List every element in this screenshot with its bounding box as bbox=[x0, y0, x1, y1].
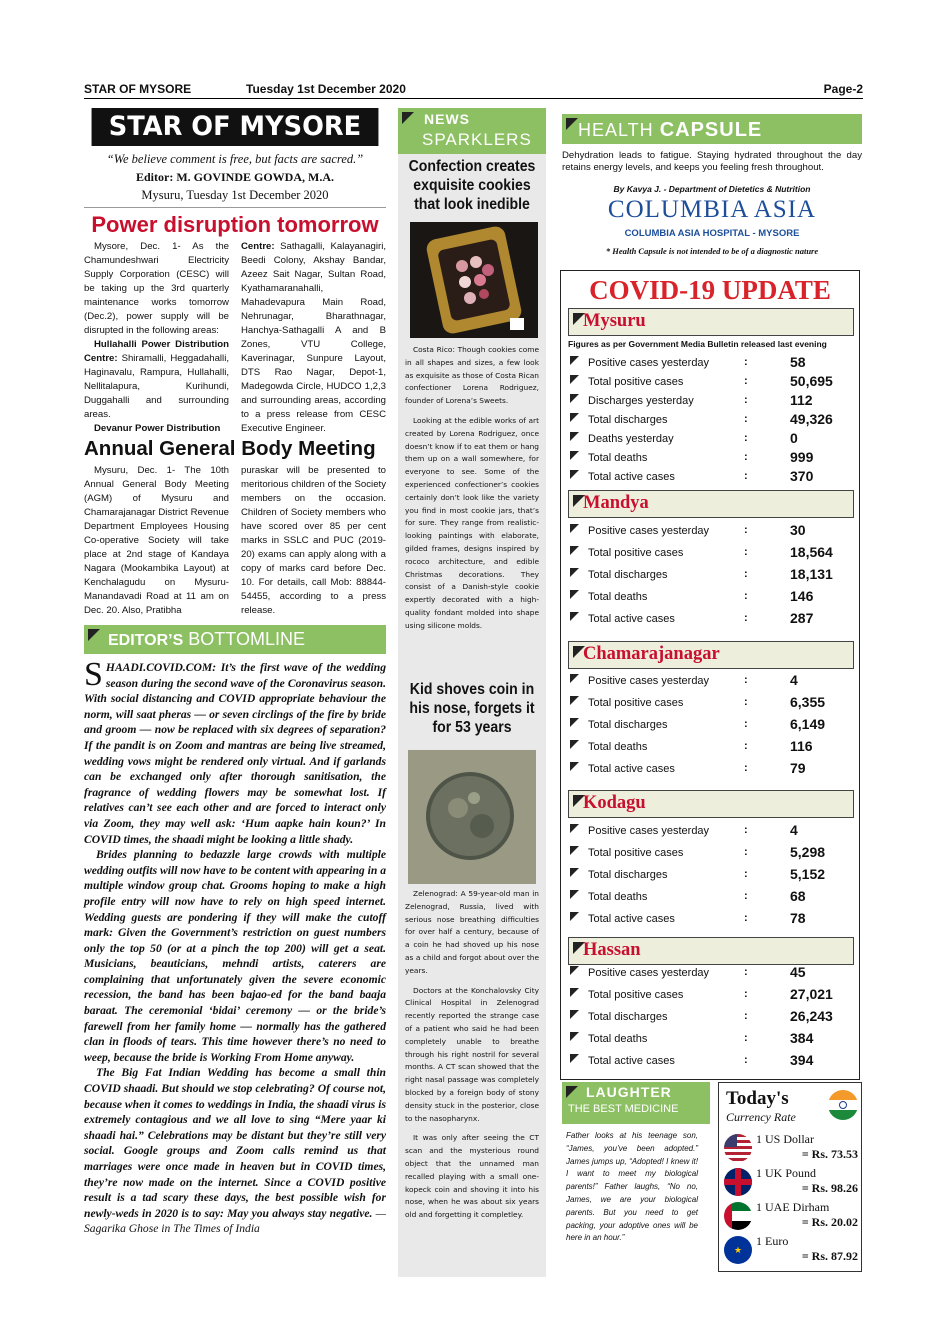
stat-label: Total active cases bbox=[588, 913, 675, 925]
coin-image-icon bbox=[408, 750, 536, 884]
covid-stat-row bbox=[570, 523, 856, 541]
arrow-icon bbox=[570, 762, 579, 771]
masthead-title: STAR OF MYSORE bbox=[92, 108, 379, 146]
currency-name: 1 UK Pound bbox=[756, 1166, 817, 1180]
stat-colon: : bbox=[744, 470, 748, 482]
covid-stat-row bbox=[570, 374, 856, 392]
stat-colon: : bbox=[744, 1054, 748, 1066]
stat-value: 384 bbox=[790, 1030, 814, 1046]
stat-label: Total deaths bbox=[588, 591, 648, 603]
news-label-a: NEWS bbox=[424, 111, 470, 127]
stat-colon: : bbox=[744, 718, 748, 730]
covid-stat-row bbox=[570, 965, 856, 983]
covid-stat-row bbox=[570, 761, 856, 779]
currency-row bbox=[724, 1202, 860, 1236]
arrow-icon bbox=[570, 546, 579, 555]
arrow-icon bbox=[570, 912, 579, 921]
health-label-a: HEALTH bbox=[578, 120, 660, 140]
arrow-icon bbox=[570, 524, 579, 533]
stat-colon: : bbox=[744, 988, 748, 1000]
power-intro: Mysore, Dec. 1- As the Chamundeshwari Electricity Supply Corporation (CESC) will be taking up the 3rd quarterly maintenance works tomorrow (Dec.2), power supply will be disrupted in the following areas: bbox=[84, 241, 229, 336]
covid-stat-row bbox=[570, 545, 856, 563]
arrow-icon bbox=[570, 568, 579, 577]
coin-photo bbox=[408, 750, 536, 884]
stat-label: Total discharges bbox=[588, 414, 668, 426]
stat-label: Total positive cases bbox=[588, 697, 684, 709]
stat-label: Positive cases yesterday bbox=[588, 825, 710, 837]
arrow-icon bbox=[570, 590, 579, 599]
stat-value: 6,149 bbox=[790, 716, 826, 732]
stat-value: 68 bbox=[790, 888, 806, 904]
arrow-icon bbox=[570, 1054, 579, 1063]
stat-colon: : bbox=[744, 375, 748, 387]
stat-colon: : bbox=[744, 590, 748, 602]
stat-colon: : bbox=[744, 846, 748, 858]
currency-subtitle: Currency Rate bbox=[726, 1110, 796, 1124]
issue-date: Tuesday 1st December 2020 bbox=[246, 82, 406, 96]
health-label-b: CAPSULE bbox=[659, 119, 763, 141]
covid-stat-row bbox=[570, 1009, 856, 1027]
bottomline-p1: HAADI.COVID.COM: It’s the first wave of the wedding season during the second wave of the Coronavirus season. With social distancing and COVID appropriate behaviour the norm, will saat pheras — or seven circlings of the fire by bride and groom — now be replaced with six degrees of separation? If the pandit is on Zoom and mantras are being live streamed, wedding vows might be rendered only virtual. And if garlands can be exchanged only after thorough sanitisation, the fragrance of wedding flowers may be somewhat lost. If relatives can’t see each other and are forced to interact only via Zoom, they may well ask: ‘Hum aapke hain koun?’ In COVID times, the shaadi might be looking a little shady. bbox=[84, 661, 386, 846]
laughter-text: Father looks at his teenage son, “James, you’ve been adopted.” James jumps up, “Adopted! I knew it! I want to meet my biological parents!” Father laughs, “No no, James, we are your biological parents. But you need to get packing, your adoptive ones will be here in an hour.” bbox=[566, 1131, 698, 1243]
news-text-2c: It was only after seeing the CT scan and the mysterious round object that the unnamed man recalled playing with a small one-kopeck coin and shoving it into his nose, when he was about six years old and forgetting it completley. bbox=[405, 1133, 539, 1220]
stat-value: 5,298 bbox=[790, 844, 826, 860]
stat-colon: : bbox=[744, 696, 748, 708]
covid-stat-row bbox=[570, 589, 856, 607]
india-flag-icon bbox=[828, 1090, 858, 1120]
arrow-icon bbox=[570, 451, 579, 460]
bottomline-p3: The Big Fat Indian Wedding has become a small thin COVID shaadi. But should we stop celebrating? Of course not, because when it comes to weddings in India, the shaadi virus is extremely contagious and we all love to sing “Mere yaar ki shaadi hai.” Celebrations may be distant but they’re still very social. Google groups and Zoom calls remind us that marriages were once made in heaven but in COVID times, they’re now made on the internet. Since a COVID positive result is a tad scary these days, the best possible wish for newly-weds in 2020 is to say: May you always stay negative. bbox=[84, 1066, 386, 1220]
arrow-icon bbox=[570, 432, 579, 441]
stat-label: Total discharges bbox=[588, 569, 668, 581]
stat-value: 26,243 bbox=[790, 1008, 833, 1024]
health-text: Dehydration leads to fatigue. Staying hydrated throughout the day retains energy levels, and keeps you feeling fresh throughout. bbox=[562, 150, 862, 173]
stat-colon: : bbox=[744, 868, 748, 880]
stat-value: 6,355 bbox=[790, 694, 826, 710]
stat-label: Total positive cases bbox=[588, 847, 684, 859]
news-sparklers-banner bbox=[398, 108, 546, 154]
news-text-2 bbox=[405, 888, 539, 1229]
stat-value: 0 bbox=[790, 430, 798, 446]
bottomline-label-bold: EDITOR’S bbox=[108, 632, 184, 649]
stat-label: Positive cases yesterday bbox=[588, 357, 710, 369]
eu-flag-icon: ★ bbox=[724, 1236, 752, 1264]
laughter-label-a: LAUGHTER bbox=[586, 1084, 672, 1100]
stat-colon: : bbox=[744, 524, 748, 536]
stat-colon: : bbox=[744, 912, 748, 924]
power-right-lead: Centre: bbox=[241, 241, 275, 252]
stat-value: 50,695 bbox=[790, 373, 833, 389]
dropcap: S bbox=[84, 656, 103, 693]
arrow-icon bbox=[570, 1010, 579, 1019]
stat-value: 79 bbox=[790, 760, 806, 776]
covid-stat-row bbox=[570, 412, 856, 430]
covid-stat-row bbox=[570, 911, 856, 929]
stat-label: Total discharges bbox=[588, 719, 668, 731]
arrow-icon bbox=[570, 718, 579, 727]
covid-stat-row bbox=[570, 450, 856, 468]
cookie-photo bbox=[410, 222, 538, 338]
columbia-asia-subtitle: COLUMBIA ASIA HOSPITAL - MYSORE bbox=[624, 228, 800, 239]
covid-stat-row bbox=[570, 889, 856, 907]
news-text-2a: Zelenograd: A 59-year-old man in Zelenograd, Russia, lived with serious nose breathing difficulties for over half a century, because of a coin he had shoved up his nose as a child and forgot about over the years. bbox=[405, 889, 539, 975]
currency-rate: = Rs. 73.53 bbox=[801, 1147, 858, 1161]
currency-row bbox=[724, 1134, 860, 1168]
power-sub2: Devanur Power Distribution bbox=[94, 423, 221, 434]
arrow-icon bbox=[570, 413, 579, 422]
covid-stat-row bbox=[570, 987, 856, 1005]
news-label-b: SPARKLERS bbox=[422, 130, 532, 149]
agm-headline: Annual General Body Meeting bbox=[84, 437, 376, 460]
news-text-1a: Costa Rico: Though cookies come in all shapes and sizes, a few look as exquisite as those of Costa Rican confectioner Lorena Rodriguez, founder of Lorena’s Sweets. bbox=[405, 345, 539, 406]
stat-label: Discharges yesterday bbox=[588, 395, 694, 407]
health-byline: By Kavya J. - Department of Dietetics & Nutrition bbox=[613, 184, 811, 194]
stat-value: 287 bbox=[790, 610, 814, 626]
covid-stat-row bbox=[570, 393, 856, 411]
stat-colon: : bbox=[744, 966, 748, 978]
stat-label: Total discharges bbox=[588, 869, 668, 881]
arrow-icon bbox=[570, 696, 579, 705]
stat-value: 394 bbox=[790, 1052, 814, 1068]
district-header bbox=[568, 937, 854, 965]
stat-colon: : bbox=[744, 740, 748, 752]
health-disclaimer: * Health Capsule is not intended to be of a diagnostic nature bbox=[605, 246, 819, 256]
banner-corner-icon bbox=[566, 1086, 578, 1098]
stat-label: Total active cases bbox=[588, 613, 675, 625]
covid-title: COVID-19 UPDATE bbox=[589, 275, 831, 305]
stat-value: 58 bbox=[790, 354, 806, 370]
power-headline: Power disruption tomorrow bbox=[91, 212, 379, 237]
covid-stat-row bbox=[570, 823, 856, 841]
district-header bbox=[568, 490, 854, 518]
district-header bbox=[568, 641, 854, 669]
stat-label: Positive cases yesterday bbox=[588, 525, 710, 537]
uae-flag-icon bbox=[724, 1202, 752, 1230]
bottomline-credit: — Sagarika Ghose in The Times of India bbox=[84, 1206, 386, 1236]
covid-stat-row bbox=[570, 469, 856, 487]
covid-stat-row bbox=[570, 717, 856, 735]
stat-label: Total deaths bbox=[588, 891, 648, 903]
arrow-icon bbox=[570, 966, 579, 975]
masthead-quote: “We believe comment is free, but facts are sacred.” bbox=[106, 152, 364, 166]
stat-value: 45 bbox=[790, 964, 806, 980]
stat-colon: : bbox=[744, 762, 748, 774]
stat-colon: : bbox=[744, 432, 748, 444]
covid-stat-row bbox=[570, 1053, 856, 1071]
stat-colon: : bbox=[744, 451, 748, 463]
banner-corner-icon bbox=[402, 112, 414, 124]
paper-name: STAR OF MYSORE bbox=[84, 82, 192, 96]
arrow-icon bbox=[570, 612, 579, 621]
arrow-icon bbox=[570, 890, 579, 899]
currency-row bbox=[724, 1168, 860, 1202]
covid-stat-row bbox=[570, 845, 856, 863]
stat-value: 4 bbox=[790, 822, 798, 838]
stat-label: Total positive cases bbox=[588, 989, 684, 1001]
arrow-icon bbox=[570, 470, 579, 479]
district-name: Hassan bbox=[583, 940, 641, 960]
banner-corner-icon bbox=[566, 118, 578, 130]
stat-colon: : bbox=[744, 674, 748, 686]
stat-colon: : bbox=[744, 612, 748, 624]
stat-label: Total positive cases bbox=[588, 547, 684, 559]
us-flag-icon bbox=[724, 1134, 752, 1162]
currency-title: Today's bbox=[726, 1088, 789, 1109]
covid-stat-row bbox=[570, 431, 856, 449]
arrow-icon bbox=[570, 740, 579, 749]
stat-colon: : bbox=[744, 413, 748, 425]
stat-value: 112 bbox=[790, 392, 813, 408]
arrow-icon bbox=[570, 868, 579, 877]
bottomline-text bbox=[84, 656, 386, 1237]
arrow-icon bbox=[570, 824, 579, 833]
stat-value: 146 bbox=[790, 588, 814, 604]
covid-stat-row bbox=[570, 355, 856, 373]
covid-stat-row bbox=[570, 867, 856, 885]
laughter-label-b: THE BEST MEDICINE bbox=[568, 1103, 679, 1115]
stat-label: Total positive cases bbox=[588, 376, 684, 388]
stat-colon: : bbox=[744, 1032, 748, 1044]
bottomline-label: BOTTOMLINE bbox=[183, 629, 305, 649]
stat-colon: : bbox=[744, 394, 748, 406]
power-col-right bbox=[241, 240, 386, 436]
cookie-image-icon bbox=[410, 222, 538, 338]
stat-label: Total active cases bbox=[588, 1055, 675, 1067]
power-col-left bbox=[84, 240, 229, 436]
news-headline-2: Kid shoves coin in his nose, forgets it for 53 years bbox=[409, 681, 535, 736]
currency-row bbox=[724, 1236, 860, 1270]
uk-flag-icon bbox=[724, 1168, 752, 1196]
district-name: Mysuru bbox=[583, 311, 646, 331]
power-sub1-text: Shiramalli, Heggadahalli, Haginavalu, Rampura, Hullahalli, Nellitalapura, Kurihundi, Duggahalli and surrounding areas. bbox=[84, 353, 229, 420]
stat-label: Total deaths bbox=[588, 1033, 648, 1045]
bottomline-banner bbox=[84, 625, 386, 654]
health-capsule-banner bbox=[562, 114, 862, 144]
covid-stat-row bbox=[570, 695, 856, 713]
stat-colon: : bbox=[744, 1010, 748, 1022]
stat-value: 18,564 bbox=[790, 544, 833, 560]
covid-stat-row bbox=[570, 673, 856, 691]
stat-value: 999 bbox=[790, 449, 814, 465]
page-number: Page-2 bbox=[823, 82, 863, 96]
stat-label: Total deaths bbox=[588, 741, 648, 753]
arrow-icon bbox=[570, 375, 579, 384]
district-header bbox=[568, 308, 854, 336]
masthead-dateline: Mysuru, Tuesday 1st December 2020 bbox=[84, 188, 386, 208]
arrow-icon bbox=[570, 846, 579, 855]
stat-label: Total discharges bbox=[588, 1011, 668, 1023]
news-text-2b: Doctors at the Konchalovsky City Clinical Hospital in Zelenograd recently reported the strange case of a patient who said he had been completely unable to breathe through his right nostril for several months. A CT scan showed that the right nasal passage was completely blocked by a foreign body of stony density stuck in the posterior, close to the nasopharynx. bbox=[405, 985, 539, 1123]
covid-stat-row bbox=[570, 1031, 856, 1049]
stat-label: Positive cases yesterday bbox=[588, 675, 710, 687]
masthead-editor: Editor: M. GOVINDE GOWDA, M.A. bbox=[136, 170, 334, 184]
page-header bbox=[84, 80, 863, 99]
laughter-banner bbox=[562, 1082, 710, 1124]
arrow-icon bbox=[570, 988, 579, 997]
covid-note: Figures as per Government Media Bulletin released last evening bbox=[568, 339, 827, 349]
covid-stat-row bbox=[570, 611, 856, 629]
power-right-text: Sathagalli, Kalayanagiri, Beedi Colony, Akshay Bandar, Azeez Sait Nagar, Sultan Road, Kyathamaranahalli, Mahadevapura Main Road, Nehrunagar, Bharathnagar, Hanchya-Sathagalli A and B Zones, VTU College, Kaverinagar, Sunpure Layout, DTS Rao Nagar, Depot-1, Madegowda Circle, HUDCO 1,2,3 and surrounding areas, according to a press release from CESC Executive Engineer. bbox=[241, 241, 386, 434]
covid-stat-row bbox=[570, 739, 856, 757]
stat-colon: : bbox=[744, 890, 748, 902]
stat-value: 30 bbox=[790, 522, 806, 538]
stat-value: 370 bbox=[790, 468, 814, 484]
stat-value: 27,021 bbox=[790, 986, 833, 1002]
stat-colon: : bbox=[744, 824, 748, 836]
currency-rate: = Rs. 98.26 bbox=[801, 1181, 858, 1195]
stat-value: 4 bbox=[790, 672, 798, 688]
agm-col-right: puraskar will be presented to meritorious children of the Society members on the occasion. Children of Society members who have scored over 85 per cent marks in SSLC and PUC (2019-20) exams can apply along with a copy of marks card before Dec. 10. For details, call Mob: 88844-54455, according to a press release. bbox=[241, 465, 386, 616]
stat-value: 116 bbox=[790, 738, 813, 754]
stat-label: Total active cases bbox=[588, 763, 675, 775]
district-name: Chamarajanagar bbox=[583, 644, 720, 664]
currency-rate: = Rs. 20.02 bbox=[801, 1215, 858, 1229]
stat-value: 49,326 bbox=[790, 411, 833, 427]
stat-label: Total deaths bbox=[588, 452, 648, 464]
stat-colon: : bbox=[744, 568, 748, 580]
arrow-icon bbox=[570, 394, 579, 403]
currency-name: 1 Euro bbox=[756, 1234, 789, 1248]
agm-col-left: Mysuru, Dec. 1- The 10th Annual General Body Meeting (AGM) of Mysuru and Chamarajanagar District Revenue Department Employees Housing Co-operative Society will take place at 2nd stage of Kandaya Nagara (Mookambika Layout) at Kenchalagudu on Mysuru-Manandavadi Road at 11 am on Dec. 20. Also, Pratibha bbox=[84, 465, 229, 616]
news-text-1b: Looking at the edible works of art created by Lorena Rodriguez, once doesn’t know if to eat them or hang them up on a wall somewhere, for everyone to see. Some of the experienced confectioner’s cookies certainly don’t look like the variety you find in most cookie jars, that’s for sure. They range from realistic-looking paintings with elaborate, gilded frames, designs inspired by rococo architecture, and edible Christmas decorations. They consist of a Danish-style cookie expertly decorated with a high-quality fondant molded into shape using silicone molds. bbox=[405, 415, 539, 630]
stat-colon: : bbox=[744, 356, 748, 368]
district-name: Kodagu bbox=[583, 793, 646, 813]
stat-value: 5,152 bbox=[790, 866, 826, 882]
news-text-1 bbox=[405, 344, 539, 640]
arrow-icon bbox=[570, 356, 579, 365]
stat-value: 78 bbox=[790, 910, 806, 926]
stat-colon: : bbox=[744, 546, 748, 558]
currency-name: 1 UAE Dirham bbox=[756, 1200, 830, 1214]
columbia-asia-logo: COLUMBIA ASIA bbox=[607, 196, 817, 223]
news-headline-1: Confection creates exquisite cookies that look inedible bbox=[408, 158, 536, 213]
arrow-icon bbox=[570, 1032, 579, 1041]
covid-stat-row bbox=[570, 567, 856, 585]
arrow-icon bbox=[570, 674, 579, 683]
stat-label: Positive cases yesterday bbox=[588, 967, 710, 979]
stat-label: Total active cases bbox=[588, 471, 675, 483]
district-name: Mandya bbox=[583, 493, 649, 513]
power-sub1: Hullahalli Power Distribution Centre: bbox=[84, 339, 229, 364]
currency-name: 1 US Dollar bbox=[756, 1132, 814, 1146]
stat-label: Deaths yesterday bbox=[588, 433, 674, 445]
banner-corner-icon bbox=[88, 629, 100, 641]
bottomline-p2: Brides planning to bedazzle large crowds with multiple wedding outfits will now have to be content with appearing in a multiple window group chat. Grooms hoping to make a high profile entry will now have to rely on high speed internet. Wedding guests are pondering if they will make the cutoff mark: Given the Government’s restriction on guest numbers only the top 50 (or at a pinch the top 200) will get a seat. Musicians, beauticians, mehndi artists, caterers are complaining that unfortunately given the severe economic recession, the band has been bajao-ed for the band baaja baraat. The ceremonial ‘bidai’ ceremony — or the bride’s farewell from her family home — normally has the gathered clan in floods of tears. This time however there’s no need to weep, because the bride is Working From Home anyway. bbox=[84, 848, 386, 1064]
district-header bbox=[568, 790, 854, 818]
currency-rate: = Rs. 87.92 bbox=[801, 1249, 858, 1263]
stat-value: 18,131 bbox=[790, 566, 833, 582]
